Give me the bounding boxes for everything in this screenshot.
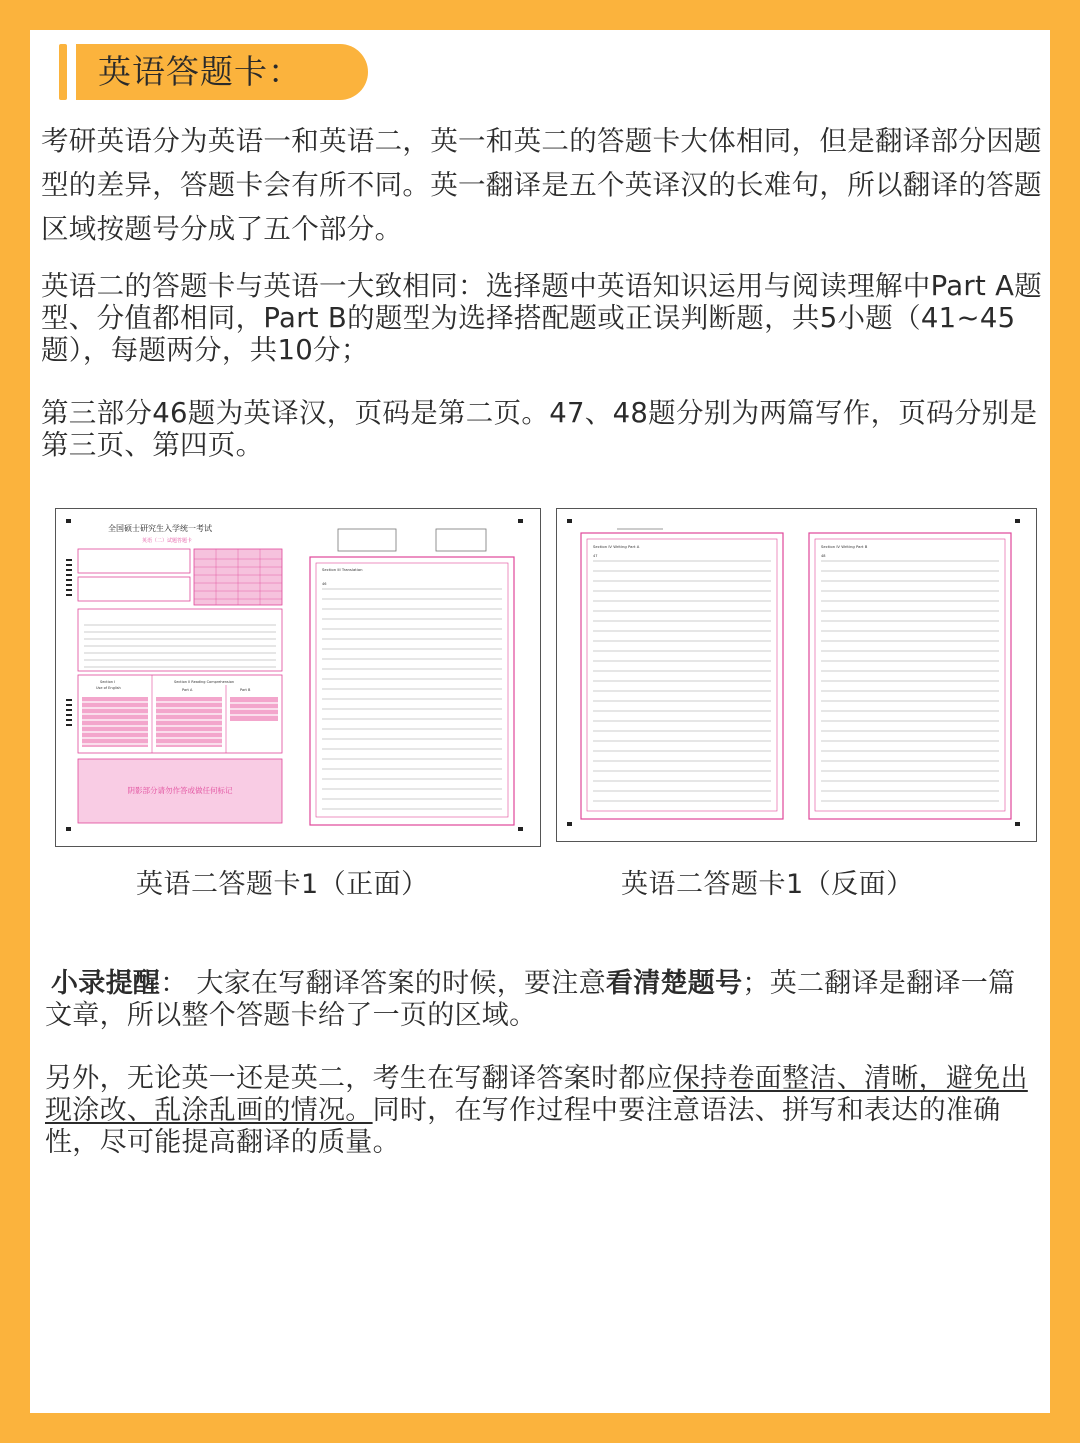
front-exam-title: 全国硕士研究生入学统一考试 bbox=[108, 524, 212, 533]
section-title: 英语答题卡： bbox=[76, 44, 368, 100]
more-text-b: 同时，在写作过程中要注意语法、拼写和表达的准确性，尽可能提高翻译的质量。 bbox=[45, 1095, 1001, 1158]
answer-sheet-front-image bbox=[55, 508, 541, 847]
back-q48: 48 bbox=[821, 554, 826, 558]
tip-paragraph bbox=[45, 968, 1040, 1032]
front-part-a: Part A bbox=[182, 688, 193, 692]
tip-colon: ： bbox=[160, 968, 188, 999]
front-section1: Section I bbox=[100, 680, 116, 684]
back-left-heading: Section IV Writing Part A bbox=[593, 544, 640, 549]
paragraph-page-numbers: 第三部分46题为英译汉，页码是第二页。47、48题分别为两篇写作，页码分别是第三页、第四页。 bbox=[41, 397, 1038, 461]
front-section1-sub: Use of English bbox=[96, 686, 121, 690]
more-text-a: 另外，无论英一还是英二，考生在写翻译答案时都应 bbox=[45, 1063, 673, 1094]
tip-text-b: ；英二翻译是翻译一篇文章，所以整个答题卡给了一页的区域。 bbox=[45, 968, 1016, 1031]
tip-text-a: 大家在写翻译答案的时候，要注意 bbox=[196, 968, 606, 999]
content-card bbox=[30, 30, 1050, 1413]
answer-sheet-back-image bbox=[556, 508, 1037, 842]
front-part-b: Part B bbox=[240, 688, 251, 692]
paragraph-english-two: 英语二的答题卡与英语一大致相同：选择题中英语知识运用与阅读理解中Part A题型、分值都相同，Part B的题型为选择搭配题或正误判断题，共5小题（41~45题），每题两分，共10分； bbox=[41, 270, 1043, 366]
more-underlined-text: 保持卷面整洁、清晰，避免出现涂改、乱涂乱画的情况。 bbox=[45, 1063, 1028, 1126]
answer-sheet-back-svg bbox=[557, 509, 1035, 840]
front-card-subtitle: 英语（二）试题答题卡 bbox=[142, 538, 193, 544]
tip-bold-text: 看清楚题号 bbox=[605, 968, 743, 999]
tip-label: 小录提醒 bbox=[51, 968, 161, 999]
title-accent-stripe bbox=[59, 44, 67, 100]
paragraph-intro: 考研英语分为英语一和英语二，英一和英二的答题卡大体相同，但是翻译部分因题型的差异，答题卡会有所不同。英一翻译是五个英译汉的长难句，所以翻译的答题区域按题号分成了五个部分。 bbox=[41, 125, 1042, 245]
front-section2: Section II Reading Comprehension bbox=[174, 680, 235, 684]
back-right-heading: Section IV Writing Part B bbox=[821, 544, 868, 549]
answer-sheet-front-svg bbox=[56, 509, 539, 845]
back-q47: 47 bbox=[593, 554, 598, 558]
caption-back: 英语二答题卡1（反面） bbox=[621, 869, 914, 900]
caption-front: 英语二答题卡1（正面） bbox=[136, 869, 429, 900]
section-title-bar bbox=[59, 44, 369, 100]
front-section3: Section III Translation bbox=[322, 567, 363, 572]
front-shaded-notice: 阴影部分请勿作答或做任何标记 bbox=[127, 786, 233, 795]
front-q46: 46 bbox=[322, 582, 327, 586]
additional-paragraph bbox=[45, 1063, 1040, 1159]
